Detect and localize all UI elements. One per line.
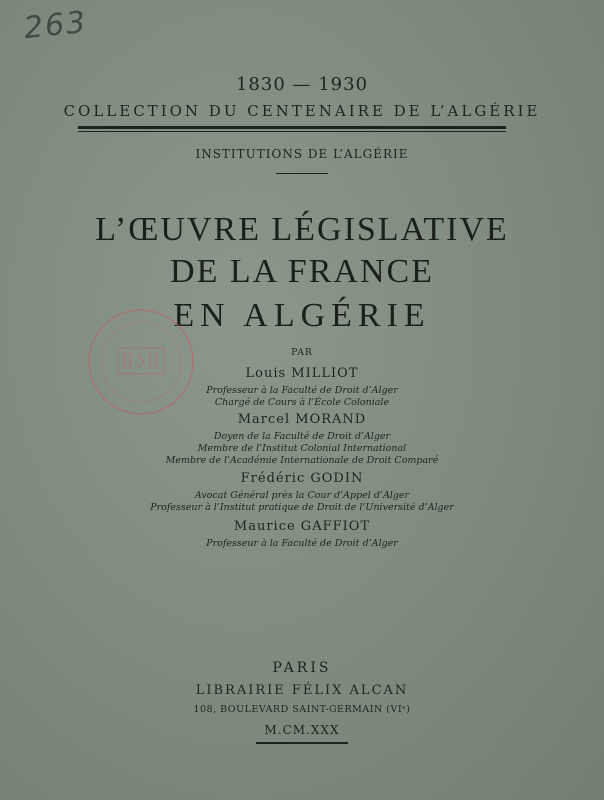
title-line-2: DE LA FRANCE: [170, 253, 434, 290]
series-rule: [276, 173, 328, 174]
author-role: Membre de l’Académie Internationale de Droit Comparé: [165, 455, 439, 466]
collection-name: COLLECTION DU CENTENAIRE DE L’ALGÉRIE: [63, 102, 541, 120]
date-rule: [256, 742, 348, 744]
author-role: Avocat Général près la Cour d’Appel d’Alger: [194, 490, 410, 501]
author-name: Louis MILLIOT: [245, 366, 359, 381]
header-rule-thick: [78, 126, 506, 129]
header-rule-thin: [78, 131, 506, 132]
title-line-3: EN ALGÉRIE: [173, 297, 431, 334]
author-role: Professeur à l’Institut pratique de Droit de l’Université d’Alger: [150, 502, 454, 513]
author-name: Maurice GAFFIOT: [233, 519, 371, 534]
series-name: INSTITUTIONS DE L’ALGÉRIE: [195, 147, 409, 161]
author-name: Frédéric GODIN: [240, 471, 364, 486]
author-role: Chargé de Cours à l’École Coloniale: [214, 397, 390, 408]
author-role: Professeur à la Faculté de Droit d’Alger: [206, 385, 398, 396]
handwritten-shelf-number: 263: [22, 4, 89, 47]
author-role: Professeur à la Faculté de Droit d’Alger: [206, 538, 398, 549]
author-role: Membre de l’Institut Colonial International: [197, 443, 407, 454]
imprint-date: M.CM.XXX: [264, 723, 340, 737]
centenary-years: 1830 — 1930: [235, 74, 369, 95]
author-name: Marcel MORAND: [237, 412, 367, 427]
author-role: Doyen de la Faculté de Droit d’Alger: [213, 431, 391, 442]
title-line-1: L’ŒUVRE LÉGISLATIVE: [95, 211, 509, 248]
imprint-publisher: LIBRAIRIE FÉLIX ALCAN: [195, 683, 409, 698]
imprint-address: 108, BOULEVARD SAINT-GERMAIN (VIᵉ): [193, 704, 411, 715]
by-label: PAR: [291, 348, 313, 358]
imprint-city: PARIS: [272, 660, 332, 676]
